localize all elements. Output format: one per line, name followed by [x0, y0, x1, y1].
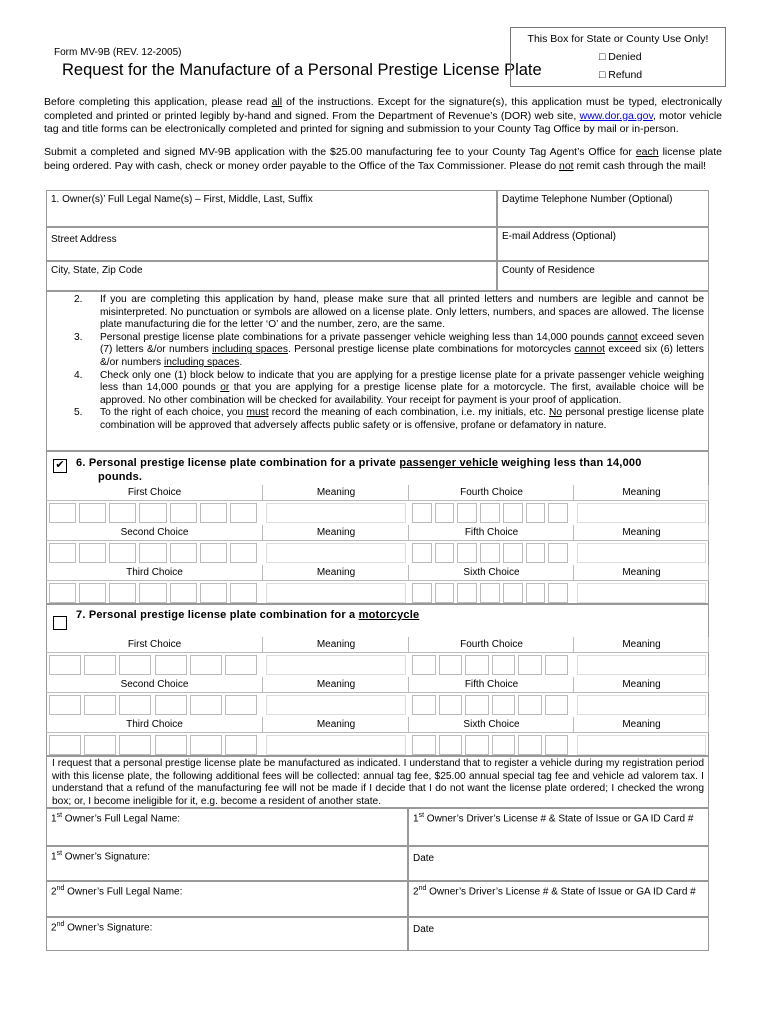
- instruction-number: 4.: [74, 369, 83, 381]
- character-slot[interactable]: [49, 655, 81, 675]
- owner-1-license-field[interactable]: [408, 808, 709, 846]
- character-slot[interactable]: [139, 543, 166, 563]
- meaning-input[interactable]: [577, 695, 706, 715]
- instructions-list: [74, 294, 704, 433]
- header-cell: [409, 677, 574, 693]
- character-slot[interactable]: [79, 543, 106, 563]
- character-slot[interactable]: [526, 583, 546, 603]
- choice-header: First Choice: [127, 639, 182, 650]
- city-state-zip-field[interactable]: [46, 261, 497, 291]
- character-slot[interactable]: [545, 655, 569, 675]
- character-slot[interactable]: [412, 503, 432, 523]
- character-slot[interactable]: [492, 655, 516, 675]
- character-slot[interactable]: [49, 543, 76, 563]
- meaning-header: Meaning: [622, 527, 661, 538]
- character-slot[interactable]: [435, 583, 455, 603]
- instruction-number: 5.: [74, 407, 83, 419]
- owner-2-name-field[interactable]: [46, 881, 408, 917]
- meaning-header: Meaning: [316, 567, 356, 578]
- character-slot[interactable]: [465, 735, 489, 755]
- character-slot[interactable]: [119, 655, 151, 675]
- header-cell: [574, 637, 709, 653]
- office-use-box: [510, 27, 726, 87]
- character-slot[interactable]: [457, 543, 477, 563]
- character-slot[interactable]: [480, 543, 500, 563]
- instruction-5: record the meaning of each combination, i.e. my initials, etc.: [268, 407, 550, 419]
- header-cell: [263, 565, 409, 581]
- character-slot[interactable]: [412, 543, 432, 563]
- choice-header: First Choice: [127, 487, 182, 498]
- instruction-3-including-spaces: including spaces: [163, 356, 240, 368]
- intro-text: Before completing this application, please read: [44, 96, 272, 108]
- character-slot[interactable]: [503, 583, 523, 603]
- character-slot[interactable]: [139, 503, 166, 523]
- meaning-input[interactable]: [266, 695, 406, 715]
- character-slot[interactable]: [49, 735, 81, 755]
- meaning-header: Meaning: [316, 639, 356, 650]
- meaning-header: Meaning: [316, 719, 356, 730]
- character-slot[interactable]: [225, 735, 257, 755]
- meaning-input[interactable]: [266, 503, 406, 523]
- header-cell: [263, 525, 409, 541]
- character-slot[interactable]: [225, 695, 257, 715]
- header-cell: [574, 525, 709, 541]
- character-slot[interactable]: [480, 503, 500, 523]
- character-slot[interactable]: [230, 503, 257, 523]
- character-slot[interactable]: [119, 695, 151, 715]
- header-cell: [409, 525, 574, 541]
- choice-header: Third Choice: [126, 567, 183, 578]
- character-slot[interactable]: [84, 735, 116, 755]
- character-slot[interactable]: [548, 503, 568, 523]
- meaning-input[interactable]: [577, 543, 706, 563]
- meaning-input[interactable]: [266, 655, 406, 675]
- section-6-title: [76, 456, 696, 484]
- header-cell: [263, 485, 409, 501]
- character-slot[interactable]: [200, 583, 227, 603]
- street-address-field[interactable]: [46, 227, 497, 261]
- header-cell: [574, 717, 709, 733]
- character-slot[interactable]: [548, 543, 568, 563]
- meaning-input[interactable]: [266, 735, 406, 755]
- intro-text: remit cash through the mail!: [573, 159, 707, 172]
- character-slot[interactable]: [170, 583, 197, 603]
- refund-checkbox[interactable]: □ Refund: [599, 69, 643, 81]
- meaning-header: Meaning: [316, 487, 356, 498]
- character-slot[interactable]: [435, 503, 455, 523]
- owner-1-name-label: 1: [51, 813, 57, 825]
- choice-header: Third Choice: [126, 719, 183, 730]
- character-slot[interactable]: [465, 655, 489, 675]
- character-slot[interactable]: [190, 655, 222, 675]
- character-slot[interactable]: [518, 735, 542, 755]
- meaning-header: Meaning: [622, 639, 661, 650]
- character-slot[interactable]: [155, 695, 187, 715]
- character-slot[interactable]: [109, 583, 136, 603]
- instruction-5: personal prestige license plate combination will be approved that adversely affects public safety or is offensive, profane or defamatory in nature.: [100, 407, 704, 431]
- section-7-title-motorcycle: motorcycle: [358, 609, 420, 621]
- character-slot[interactable]: [84, 655, 116, 675]
- county-field[interactable]: [497, 261, 709, 291]
- character-slot[interactable]: [439, 655, 463, 675]
- character-slot[interactable]: [200, 543, 227, 563]
- choice-header: Fifth Choice: [464, 527, 519, 538]
- character-slot[interactable]: [412, 695, 436, 715]
- form-id: Form MV-9B (REV. 12-2005): [54, 47, 182, 58]
- instruction-3: . Personal prestige license plate combinations for motorcycles: [287, 344, 575, 356]
- header-cell: [46, 525, 263, 541]
- header-cell: [263, 677, 409, 693]
- character-slot[interactable]: [545, 695, 569, 715]
- character-slot[interactable]: [465, 695, 489, 715]
- meaning-input[interactable]: [577, 503, 706, 523]
- character-slot[interactable]: [545, 735, 569, 755]
- owner-2-signature-label: Owner’s Signature:: [64, 922, 153, 934]
- choice-header: Fourth Choice: [460, 487, 523, 498]
- character-slot[interactable]: [457, 583, 477, 603]
- passenger-vehicle-checkbox[interactable]: [53, 459, 67, 473]
- header-cell: [409, 485, 574, 501]
- street-address-label: Street Address: [51, 234, 117, 245]
- instruction-4-or: or: [220, 382, 230, 394]
- section-6-title-text: pounds.: [98, 471, 143, 483]
- meaning-input[interactable]: [577, 655, 706, 675]
- character-slot[interactable]: [109, 503, 136, 523]
- character-slot[interactable]: [518, 655, 542, 675]
- ordinal-suffix: nd: [56, 885, 65, 892]
- intro-text: license plate being ordered. Pay with cash, check or money order payable to the Office of the Tax Commissioner. Please do: [44, 146, 722, 172]
- city-state-zip-label: City, State, Zip Code: [51, 265, 143, 276]
- character-slot[interactable]: [412, 583, 432, 603]
- character-slot[interactable]: [480, 583, 500, 603]
- owner-1-license-label: 1: [413, 813, 419, 825]
- denied-checkbox[interactable]: □ Denied: [599, 51, 642, 63]
- instruction-3-cannot: cannot: [607, 331, 638, 343]
- character-slot[interactable]: [412, 655, 436, 675]
- intro-text: , motor vehicle tag and title forms can be electronically completed and printed for signing and submission to your County Tag Office by mail or in-person.: [44, 109, 723, 135]
- character-slot[interactable]: [435, 543, 455, 563]
- instruction-2: If you are completing this application by hand, please make sure that all printed letters and numbers are legible and cannot be misinterpreted. No punctuation or symbols are allowed on a license plate. Only letters, numbers, and spaces are allowed. The license plate manufacturing die for the letter ‘O’ and the number, zero, are the same.: [100, 294, 704, 331]
- character-slot[interactable]: [155, 655, 187, 675]
- intro-paragraph-1: [44, 96, 722, 137]
- character-slot[interactable]: [439, 735, 463, 755]
- header-cell: [46, 485, 263, 501]
- intro-paragraph-2: [44, 146, 722, 173]
- header-cell: [574, 485, 709, 501]
- dor-website-link[interactable]: www.dor.ga.gov: [579, 109, 653, 122]
- instruction-3: .: [239, 356, 243, 368]
- owner-1-license-label: Owner’s Driver’s License # & State of Issue or GA ID Card #: [424, 813, 694, 825]
- meaning-input[interactable]: [577, 583, 706, 603]
- character-slot[interactable]: [170, 503, 197, 523]
- ordinal-suffix: st: [56, 812, 63, 819]
- instruction-number: 2.: [74, 294, 83, 305]
- choice-header: Fourth Choice: [460, 639, 523, 650]
- character-slot[interactable]: [79, 503, 106, 523]
- header-cell: [46, 717, 263, 733]
- instruction-5-no: No: [549, 407, 563, 419]
- character-slot[interactable]: [200, 503, 227, 523]
- meaning-input[interactable]: [577, 735, 706, 755]
- character-slot[interactable]: [439, 695, 463, 715]
- check-mark-icon: ✔: [55, 459, 65, 471]
- header-cell: [409, 637, 574, 653]
- section-7-title: [76, 609, 419, 621]
- email-label: E-mail Address (Optional): [502, 231, 616, 242]
- owner-1-date-label: Date: [413, 853, 435, 864]
- meaning-header: Meaning: [622, 719, 661, 730]
- character-slot[interactable]: [503, 543, 523, 563]
- meaning-header: Meaning: [622, 679, 661, 690]
- choice-header: Second Choice: [120, 527, 189, 538]
- form-title: Request for the Manufacture of a Personal Prestige License Plate: [62, 61, 542, 79]
- intro-not: not: [558, 159, 574, 172]
- meaning-header: Meaning: [622, 487, 661, 498]
- section-7-title-text: 7. Personal prestige license plate combination for a: [76, 609, 359, 621]
- owner-2-signature-field[interactable]: [46, 917, 408, 951]
- choice-header: Sixth Choice: [463, 719, 520, 730]
- owner-2-license-label: 2: [413, 886, 419, 898]
- owner-legal-name-label: 1. Owner(s)’ Full Legal Name(s) – First, Middle, Last, Suffix: [51, 194, 313, 205]
- header-cell: [46, 677, 263, 693]
- header-cell: [574, 677, 709, 693]
- owner-2-name-label: 2: [51, 886, 57, 898]
- office-use-heading: This Box for State or County Use Only!: [527, 33, 709, 45]
- motorcycle-checkbox[interactable]: [53, 616, 67, 630]
- ordinal-suffix: nd: [56, 921, 65, 928]
- meaning-header: Meaning: [316, 527, 356, 538]
- character-slot[interactable]: [412, 735, 436, 755]
- character-slot[interactable]: [84, 695, 116, 715]
- character-slot[interactable]: [49, 695, 81, 715]
- meaning-header: Meaning: [316, 679, 356, 690]
- agreement-text: I request that a personal prestige license plate be manufactured as indicated. I understand that to register a vehicle during my registration period with this license plate, the following additional fees will be collected: annual tag fee, $25.00 annual special tag fee and vehicle ad valorem tax. I understand that a refund of the manufacturing fee will not be made if I decide that I do not want the license plate ordered; I checked the wrong box; or, I become ineligible for it, e.g. become a resident of another state.: [52, 758, 704, 807]
- owner-2-date-label: Date: [413, 924, 435, 935]
- owner-2-signature-label: 2: [51, 922, 57, 934]
- meaning-input[interactable]: [266, 583, 406, 603]
- character-slot[interactable]: [518, 695, 542, 715]
- instruction-4: that you are applying for a prestige license plate for a motorcycle. The first, available choice will be approved. No other combination will be checked for availability. Your receipt for payment is your proof of application.: [100, 382, 704, 406]
- character-slot[interactable]: [230, 583, 257, 603]
- character-slot[interactable]: [526, 503, 546, 523]
- header-cell: [574, 565, 709, 581]
- intro-all: all: [271, 96, 283, 108]
- choice-header: Sixth Choice: [463, 567, 520, 578]
- phone-field[interactable]: [497, 190, 709, 227]
- character-slot[interactable]: [230, 543, 257, 563]
- owner-1-signature-label: 1: [51, 851, 57, 863]
- header-cell: [46, 637, 263, 653]
- meaning-header: Meaning: [622, 567, 661, 578]
- owner-1-date-field[interactable]: [408, 846, 709, 881]
- character-slot[interactable]: [170, 543, 197, 563]
- header-cell: [409, 717, 574, 733]
- owner-2-license-label: Owner’s Driver’s License # & State of Issue or GA ID Card #: [426, 886, 696, 898]
- owner-2-license-field[interactable]: [408, 881, 709, 917]
- character-slot[interactable]: [526, 543, 546, 563]
- instruction-3: Personal prestige license plate combinations for a private passenger vehicle weighing less than 14,000 pounds: [100, 331, 608, 343]
- instruction-3-including-spaces: including spaces: [212, 344, 288, 356]
- ordinal-suffix: nd: [418, 885, 427, 892]
- character-slot[interactable]: [225, 655, 257, 675]
- character-slot[interactable]: [109, 543, 136, 563]
- character-slot[interactable]: [49, 503, 76, 523]
- owner-1-name-field[interactable]: [46, 808, 408, 846]
- section-6-title-text: 6. Personal prestige license plate combination for a private: [76, 457, 400, 469]
- owner-1-signature-label: Owner’s Signature:: [62, 851, 151, 863]
- instruction-5: To the right of each choice, you: [100, 407, 247, 419]
- instruction-3: exceed seven (7) letters &/or numbers: [100, 331, 704, 356]
- instruction-number: 3.: [74, 331, 83, 343]
- owner-1-signature-field[interactable]: [46, 846, 408, 881]
- choice-header: Fifth Choice: [464, 679, 519, 690]
- owner-legal-name-field[interactable]: [46, 190, 497, 227]
- owner-1-name-label: Owner’s Full Legal Name:: [62, 813, 181, 825]
- section-6-title-passenger-vehicle: passenger vehicle: [399, 457, 499, 469]
- instruction-3: exceed six (6) letters &/or numbers: [100, 344, 704, 368]
- character-slot[interactable]: [492, 735, 516, 755]
- section-6-title-text: weighing less than 14,000: [498, 457, 642, 469]
- character-slot[interactable]: [190, 735, 222, 755]
- character-slot[interactable]: [119, 735, 151, 755]
- instruction-4: Check only one (1) block below to indicate that you are applying for a prestige license plate for a private passenger vehicle weighing less than 14,000 pounds: [100, 369, 704, 394]
- character-slot[interactable]: [503, 503, 523, 523]
- header-cell: [409, 565, 574, 581]
- county-label: County of Residence: [502, 265, 595, 276]
- intro-text: Submit a completed and signed MV-9B application with the $25.00 manufacturing fee to your County Tag Agent’s Office for: [44, 146, 636, 158]
- intro-each: each: [635, 146, 659, 158]
- header-cell: [263, 717, 409, 733]
- character-slot[interactable]: [139, 583, 166, 603]
- email-field[interactable]: [497, 227, 709, 261]
- ordinal-suffix: st: [56, 850, 63, 857]
- character-slot[interactable]: [155, 735, 187, 755]
- owner-2-date-field[interactable]: [408, 917, 709, 951]
- choice-header: Second Choice: [120, 679, 189, 690]
- instruction-5-must: must: [246, 407, 269, 419]
- character-slot[interactable]: [79, 583, 106, 603]
- header-cell: [46, 565, 263, 581]
- character-slot[interactable]: [457, 503, 477, 523]
- ordinal-suffix: st: [418, 812, 425, 819]
- character-slot[interactable]: [49, 583, 76, 603]
- character-slot[interactable]: [190, 695, 222, 715]
- character-slot[interactable]: [492, 695, 516, 715]
- phone-label: Daytime Telephone Number (Optional): [502, 194, 673, 205]
- character-slot[interactable]: [548, 583, 568, 603]
- instruction-3-cannot: cannot: [574, 344, 605, 356]
- intro-text: of the instructions. Except for the signature(s), this application must be typed, electronically completed and printed or printed legibly by-hand and signed. From the Department of Revenue’s (DOR) web site,: [44, 96, 722, 122]
- meaning-input[interactable]: [266, 543, 406, 563]
- header-cell: [263, 637, 409, 653]
- owner-2-name-label: Owner’s Full Legal Name:: [64, 886, 183, 898]
